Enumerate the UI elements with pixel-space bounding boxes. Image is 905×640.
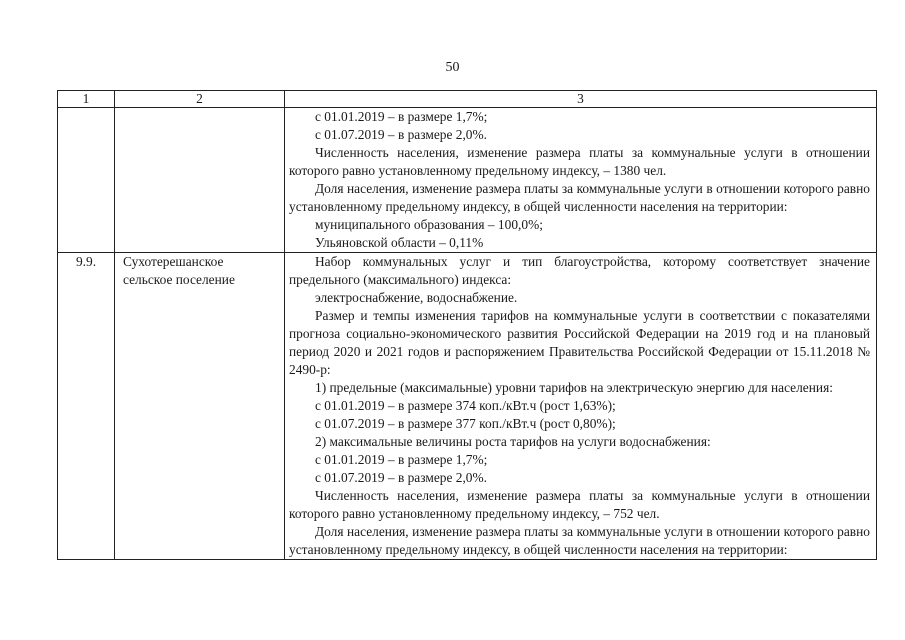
text-paragraph: Набор коммунальных услуг и тип благоустройства, которому соответствует значение предельного (максимального) индекса: <box>289 254 870 287</box>
table-header-row <box>58 91 877 108</box>
row-number: 9.9. <box>58 253 115 560</box>
text-line: с 01.01.2019 – в размере 1,7%; <box>315 452 488 467</box>
settlement-name <box>115 108 285 253</box>
header-col-3: 3 <box>285 91 877 108</box>
text-paragraph: Численность населения, изменение размера платы за коммунальные услуги в отношении которого равно установленному предельному индексу, – 752 чел. <box>289 488 870 521</box>
text-line: с 01.07.2019 – в размере 2,0%. <box>315 127 487 142</box>
text-line: Ульяновской области – 0,11% <box>315 235 484 250</box>
document-table <box>57 90 877 560</box>
text-paragraph: Численность населения, изменение размера платы за коммунальные услуги в отношении которого равно установленному предельному индексу, – 1380 чел. <box>289 145 870 178</box>
text-line: с 01.01.2019 – в размере 374 коп./кВт.ч (рост 1,63%); <box>315 398 616 413</box>
text-line: муниципального образования – 100,0%; <box>315 217 543 232</box>
settlement-name <box>115 253 285 560</box>
text-line: с 01.07.2019 – в размере 2,0%. <box>315 470 487 485</box>
text-paragraph: Размер и темпы изменения тарифов на коммунальные услуги в соответствии с показателями прогноза социально-экономического развития Российской Федерации на 2019 год и на плановый период 2020 и 2021 годов и распоряжением Правительства Российской Федерации от 15.11.2018 № 2490-р: <box>289 308 870 377</box>
page-number: 50 <box>445 60 460 75</box>
row-content <box>285 108 877 253</box>
header-col-1: 1 <box>58 91 115 108</box>
header-col-2: 2 <box>115 91 285 108</box>
text-line: 2) максимальные величины роста тарифов на услуги водоснабжения: <box>315 434 711 449</box>
text-paragraph: Доля населения, изменение размера платы за коммунальные услуги в отношении которого равно установленному предельному индексу, в общей численности населения на территории: <box>289 524 870 557</box>
table-row <box>58 108 877 253</box>
table-row <box>58 253 877 560</box>
row-number <box>58 108 115 253</box>
text-paragraph: Доля населения, изменение размера платы за коммунальные услуги в отношении которого равно установленному предельному индексу, в общей численности населения на территории: <box>289 181 870 214</box>
settlement-name-line: Сухотерешанское <box>123 254 224 269</box>
settlement-name-line: сельское поселение <box>123 272 235 287</box>
row-content <box>285 253 877 560</box>
text-paragraph: 1) предельные (максимальные) уровни тарифов на электрическую энергию для населения: <box>315 380 833 395</box>
text-line: с 01.01.2019 – в размере 1,7%; <box>315 109 488 124</box>
text-line: с 01.07.2019 – в размере 377 коп./кВт.ч (рост 0,80%); <box>315 416 616 431</box>
text-line: электроснабжение, водоснабжение. <box>315 290 518 305</box>
